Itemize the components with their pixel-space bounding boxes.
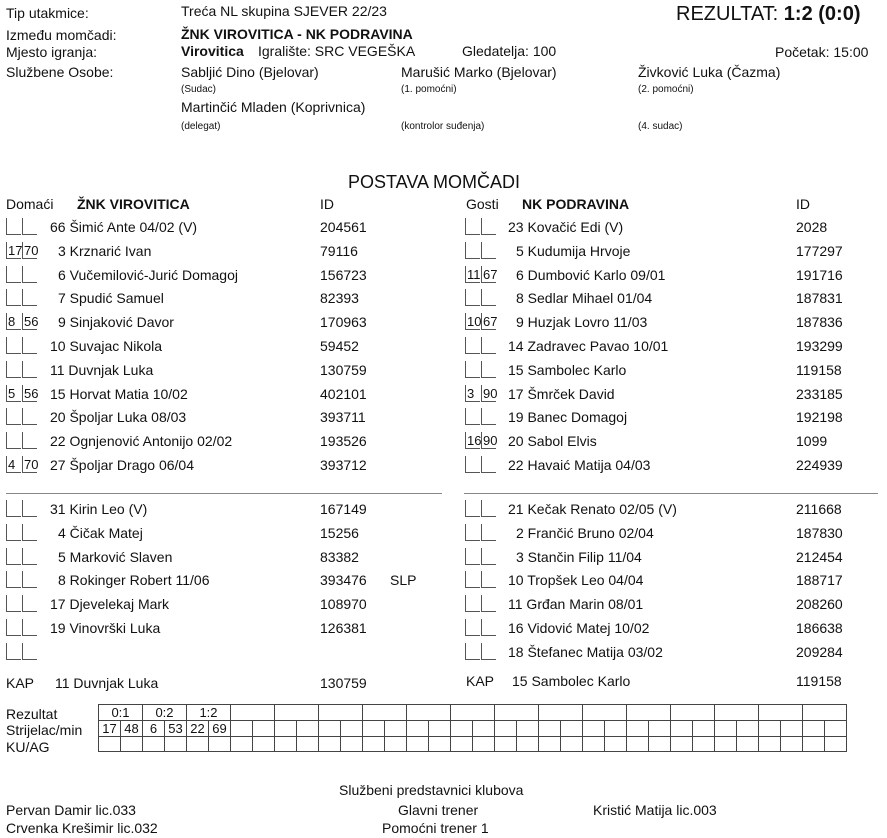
home-minute-box: 5 [6,385,21,402]
away-sub-name: 18 Štefanec Matija 03/02 [508,643,663,660]
teams-label: Između momčadi: [6,27,117,43]
home-sub-extra: SLP [390,572,417,589]
kuag-cell [99,737,121,752]
kuag-cell [803,737,825,752]
scorer-cell [539,721,561,737]
scorer-cell: 48 [121,721,143,737]
home-sub-name: 19 Vinovrški Luka [50,620,161,636]
lineup-title: POSTAVA MOMČADI [348,172,521,192]
away-id-header: ID [796,196,810,212]
away-starter-name: 23 Kovačić Edi (V) [508,219,624,235]
home-sub-id: 83382 [320,548,359,565]
home-starter-id: 130759 [320,361,367,378]
kuag-cell [671,737,693,752]
kuag-cell [539,737,561,752]
home-starter-id: 59452 [320,338,359,354]
away-divider [464,493,878,494]
home-minute-box: 56 [24,385,39,401]
home-sub-box [22,643,37,660]
official-delegate-name: Martinčić Mladen (Koprivnica) [181,99,366,115]
score-row-label-result: Rezultat [6,706,58,722]
away-minute-box: 90 [483,385,498,401]
away-minute-box: 90 [483,433,498,449]
kuag-cell [385,737,407,752]
away-minute-box: 67 [483,266,498,282]
away-starter-name: 6 Dumbović Karlo 09/01 [516,266,666,283]
score-cell [759,705,803,721]
away-minute-box [481,337,496,354]
kuag-cell [341,737,363,752]
official-assistant1-role: (1. pomoćni) [401,84,457,95]
away-starter-id: 187831 [796,290,843,307]
home-minute-box [22,408,37,425]
tip-label: Tip utakmice: [6,5,89,21]
kuag-cell [649,737,671,752]
away-minute-box [481,289,496,306]
home-starter-id: 82393 [320,290,359,307]
home-starter-name: 11 Duvnjak Luka [50,361,154,378]
official-fourth-role: (4. sudac) [638,121,683,132]
home-starter-name: 9 Sinjaković Davor [58,314,174,331]
score-cell [451,705,495,721]
kuag-cell [561,737,583,752]
away-starter-name: 9 Huzjak Lovro 11/03 [516,314,648,331]
away-starter-id: 193299 [796,338,843,354]
kuag-cell [363,737,385,752]
home-minute-box: 70 [24,242,39,258]
score-cell [715,705,759,721]
home-starter-name: 10 Suvajac Nikola [50,338,163,354]
home-starter-name: 3 Krznarić Ivan [58,242,152,259]
home-rep-1: Pervan Damir lic.033 [6,802,136,818]
home-minute-box [22,361,37,378]
score-row-label-scorer: Strijelac/min [6,722,83,738]
result-heading [676,2,861,26]
home-starter-id: 79116 [320,242,358,259]
scorer-cell [825,721,847,737]
home-sub-id: 167149 [320,501,367,517]
spectators: Gledatelja: 100 [462,43,557,59]
scorer-cell: 69 [209,721,231,737]
kuag-cell [209,737,231,752]
home-minute-box [22,337,37,354]
away-minute-box [465,337,480,354]
away-sub-id: 187830 [796,524,843,541]
home-sub-box [22,500,37,517]
away-minute-box: 11 [467,266,481,282]
home-minute-box [6,432,21,449]
kuag-cell [407,737,429,752]
score-grid-row [99,737,847,752]
scorer-cell [781,721,803,737]
scorer-cell [253,721,275,737]
kuag-cell [121,737,143,752]
home-minute-box: 4 [6,456,21,473]
away-sub-box [465,571,480,588]
kuag-cell [627,737,649,752]
score-cell: 0:1 [99,705,143,721]
kuag-cell [297,737,319,752]
away-side-label: Gosti [466,196,499,212]
away-sub-box [465,595,480,612]
away-sub-box [465,500,480,517]
home-sub-box [22,571,37,588]
away-sub-box [481,619,496,636]
away-sub-name: 21 Kečak Renato 02/05 (V) [508,501,677,517]
away-sub-id: 212454 [796,548,843,565]
away-starter-id: 191716 [796,266,843,283]
home-sub-id: 126381 [320,620,367,636]
away-starter-name: 14 Zadravec Pavao 10/01 [508,338,669,354]
scorer-cell [561,721,583,737]
pitch: Igralište: SRC VEGEŠKA [258,43,416,59]
scorer-cell: 53 [165,721,187,737]
away-kap-label: KAP [466,673,495,689]
kuag-cell [473,737,495,752]
home-sub-box [6,595,21,612]
official-delegate-role: (delegat) [181,121,221,132]
home-kap-label: KAP [6,675,35,691]
away-minute-box: 67 [483,314,498,330]
away-sub-name: 3 Stančin Filip 11/04 [516,548,642,565]
scorer-cell [473,721,495,737]
away-sub-name: 16 Vidović Matej 10/02 [508,620,650,636]
home-starter-name: 27 Špoljar Drago 06/04 [50,457,194,473]
away-sub-box [465,548,480,565]
score-cell: 1:2 [187,705,231,721]
score-cell [583,705,627,721]
away-sub-box [481,524,496,541]
home-kap-id: 130759 [320,675,367,691]
scorer-cell [495,721,517,737]
away-minute-box [481,361,496,378]
away-starter-name: 8 Sedlar Mihael 01/04 [516,290,653,307]
scorer-cell [429,721,451,737]
scorer-cell [297,721,319,737]
score-cell [319,705,363,721]
rep-role-1: Glavni trener [398,802,479,818]
start-time: Početak: 15:00 [775,44,869,60]
scorer-cell [231,721,253,737]
scorer-cell: 17 [99,721,121,737]
away-starter-id: 192198 [796,409,843,426]
away-minute-box [465,289,480,306]
home-starter-name: 6 Vučemilović-Jurić Domagoj [58,266,238,283]
score-cell [275,705,319,721]
home-starter-name: 66 Šimić Ante 04/02 (V) [50,219,198,235]
away-sub-box [465,643,480,660]
away-minute-box [465,361,480,378]
officials-label: Službene Osobe: [6,64,114,80]
home-sub-name: 5 Marković Slaven [58,548,173,565]
kuag-cell [737,737,759,752]
home-minute-box: 8 [6,313,21,330]
score-row-label-kuag: KU/AG [6,739,50,755]
home-divider [6,493,442,494]
scorer-cell [385,721,407,737]
away-minute-box [465,242,480,259]
home-id-header: ID [320,196,334,212]
result-label: REZULTAT: [676,3,779,25]
kuag-cell [495,737,517,752]
kuag-cell [231,737,253,752]
score-cell [363,705,407,721]
away-sub-name: 11 Grđan Marin 08/01 [508,596,644,613]
home-starter-id: 156723 [320,266,367,283]
official-assistant2-name: Živković Luka (Čazma) [638,64,781,80]
kuag-cell [319,737,341,752]
official-controller-role: (kontrolor suđenja) [401,121,485,132]
home-kap-player: 11 Duvnjak Luka [55,675,159,691]
home-sub-box [22,595,37,612]
away-starter-id: 233185 [796,385,843,402]
away-minute-box: 3 [465,385,480,402]
home-minute-box [22,432,37,449]
home-minute-box: 56 [24,314,39,330]
scorer-cell: 22 [187,721,209,737]
scorer-cell [275,721,297,737]
scorer-cell [737,721,759,737]
home-sub-box [22,548,37,565]
away-starter-id: 224939 [796,457,843,473]
kuag-cell [429,737,451,752]
home-sub-id: 108970 [320,596,367,613]
away-minute-box: 10 [467,314,482,330]
scorer-cell [715,721,737,737]
away-team-name: NK PODRAVINA [522,196,630,212]
score-grid [98,704,847,752]
kuag-cell [187,737,209,752]
kuag-cell [825,737,847,752]
scorer-cell [363,721,385,737]
score-grid-row [99,721,847,737]
kuag-cell [253,737,275,752]
away-starter-name: 19 Banec Domagoj [508,409,628,426]
away-minute-box [465,218,480,235]
kuag-cell [605,737,627,752]
scorer-cell [451,721,473,737]
scorer-cell [693,721,715,737]
score-cell [539,705,583,721]
home-starter-name: 22 Ognjenović Antonijo 02/02 [50,433,233,450]
away-sub-box [465,524,480,541]
away-kap-player: 15 Sambolec Karlo [512,673,631,689]
rep-role-2: Pomoćni trener 1 [382,820,489,836]
home-sub-name: 4 Čičak Matej [58,524,143,541]
away-starter-name: 20 Sabol Elvis [508,433,597,450]
home-minute-box: 70 [24,457,39,472]
kuag-cell [715,737,737,752]
home-sub-name: 17 Djevelekaj Mark [50,596,170,613]
kuag-cell [275,737,297,752]
score-cell [803,705,847,721]
away-minute-box [481,408,496,425]
home-sub-id: 393476 [320,572,367,589]
away-minute-box [465,456,480,473]
official-referee-role: (Sudac) [181,84,217,95]
home-sub-box [6,548,21,565]
scorer-cell [671,721,693,737]
teams-value: ŽNK VIROVITICA - NK PODRAVINA [181,26,413,42]
home-minute-box [6,337,21,354]
home-minute-box [6,289,21,306]
home-rep-2: Crvenka Krešimir lic.032 [6,820,158,836]
place-label: Mjesto igranja: [6,44,98,60]
home-minute-box: 17 [8,242,23,258]
home-starter-name: 7 Spudić Samuel [58,290,164,307]
kuag-cell [517,737,539,752]
scorer-cell [759,721,781,737]
home-starter-id: 393711 [320,409,366,426]
home-minute-box [22,289,37,306]
away-kap-id: 119158 [796,673,842,689]
away-sub-name: 2 Frančić Bruno 02/04 [516,524,654,541]
scorer-cell [649,721,671,737]
scorer-cell [627,721,649,737]
away-sub-name: 10 Tropšek Leo 04/04 [508,572,644,589]
away-sub-id: 211668 [796,501,842,517]
score-cell [231,705,275,721]
away-sub-id: 186638 [796,620,843,636]
home-minute-box [6,408,21,425]
away-sub-id: 188717 [796,572,843,589]
away-minute-box [481,218,496,235]
home-sub-box [6,619,21,636]
home-minute-box [22,266,37,283]
score-cell [671,705,715,721]
tip-value: Treća NL skupina SJEVER 22/23 [181,3,387,19]
away-starter-id: 1099 [796,433,828,450]
home-team-name: ŽNK VIROVITICA [77,196,190,212]
score-grid-row [99,705,847,721]
away-minute-box [481,242,496,259]
away-starter-id: 119158 [796,361,842,378]
away-minute-box [481,456,496,473]
score-cell: 0:2 [143,705,187,721]
away-starter-name: 15 Sambolec Karlo [508,361,627,378]
home-side-label: Domaći [6,196,54,212]
away-sub-id: 208260 [796,596,843,613]
kuag-cell [781,737,803,752]
away-starter-name: 17 Šmrček David [508,385,615,402]
home-sub-box [6,500,21,517]
away-starter-name: 5 Kudumija Hrvoje [516,242,631,259]
scorer-cell: 6 [143,721,165,737]
home-minute-box [22,218,37,235]
home-sub-box [6,571,21,588]
home-starter-id: 170963 [320,314,367,331]
home-sub-name: 31 Kirin Leo (V) [50,501,148,517]
away-starter-id: 187836 [796,314,843,331]
official-assistant1-name: Marušić Marko (Bjelovar) [401,64,557,80]
reps-title: Službeni predstavnici klubova [339,782,524,798]
away-starter-name: 22 Havaić Matija 04/03 [508,457,651,473]
kuag-cell [583,737,605,752]
away-starter-id: 2028 [796,219,828,235]
kuag-cell [165,737,187,752]
scorer-cell [407,721,429,737]
scorer-cell [341,721,363,737]
scorer-cell [319,721,341,737]
official-referee-name: Sabljić Dino (Bjelovar) [181,64,319,80]
away-sub-box [481,643,496,660]
away-sub-box [481,595,496,612]
home-starter-id: 193526 [320,433,367,450]
away-minute-box [465,408,480,425]
home-sub-box [6,524,21,541]
away-minute-box: 16 [467,433,482,449]
score-cell [407,705,451,721]
place-value: Virovitica [181,43,244,59]
kuag-cell [693,737,715,752]
result-value: 1:2 (0:0) [783,3,861,25]
kuag-cell [451,737,473,752]
home-sub-id: 15256 [320,524,359,541]
scorer-cell [517,721,539,737]
home-starter-name: 15 Horvat Matia 10/02 [50,385,188,402]
away-starter-id: 177297 [796,242,843,259]
score-cell [495,705,539,721]
away-sub-box [481,571,496,588]
away-sub-box [481,548,496,565]
away-sub-id: 209284 [796,643,843,660]
official-assistant2-role: (2. pomoćni) [638,84,694,95]
away-sub-box [481,500,496,517]
home-sub-box [22,619,37,636]
away-rep-1: Kristić Matija lic.003 [593,802,717,818]
home-starter-id: 402101 [320,385,367,402]
scorer-cell [583,721,605,737]
home-starter-id: 204561 [320,219,367,235]
home-minute-box [6,218,21,235]
kuag-cell [143,737,165,752]
home-minute-box [6,266,21,283]
score-cell [627,705,671,721]
away-sub-box [465,619,480,636]
scorer-cell [605,721,627,737]
home-sub-box [6,643,21,660]
home-starter-name: 20 Špoljar Luka 08/03 [50,409,187,426]
scorer-cell [803,721,825,737]
home-sub-box [22,524,37,541]
home-minute-box [6,361,21,378]
home-sub-name: 8 Rokinger Robert 11/06 [58,572,210,589]
kuag-cell [759,737,781,752]
home-starter-id: 393712 [320,457,367,473]
